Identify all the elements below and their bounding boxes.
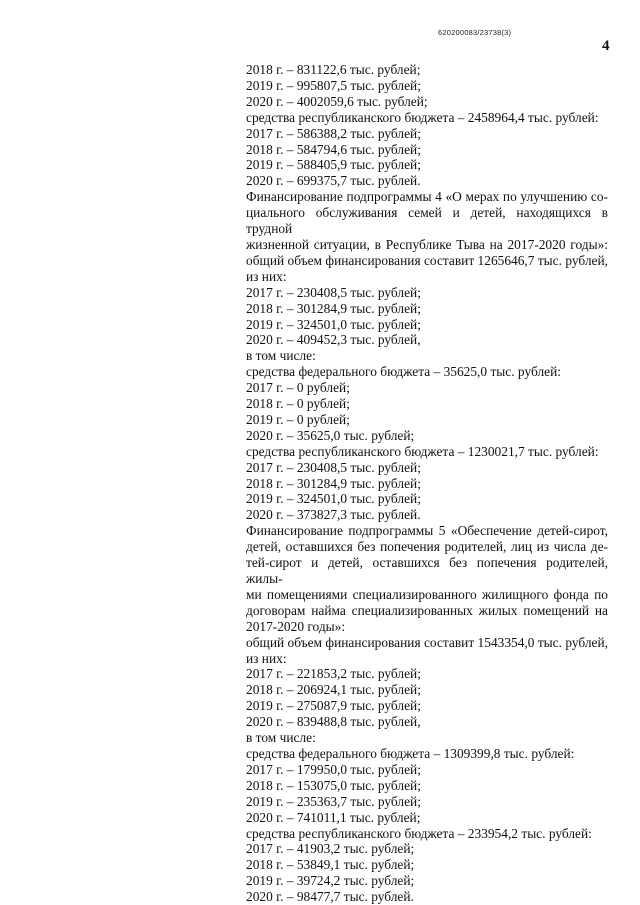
text-line: 2019 г. – 0 рублей; [246, 411, 350, 427]
text-line: из них: [246, 268, 287, 284]
text-line: 2020 г. – 373827,3 тыс. рублей. [246, 507, 421, 523]
text-line: 2017-2020 годы»: [246, 618, 346, 634]
text-line: 2020 г. – 35625,0 тыс. рублей; [246, 427, 415, 443]
text-line: 2018 г. – 584794,6 тыс. рублей; [246, 141, 421, 157]
text-line: средства республиканского бюджета – 1230021,7 тыс. рублей: [246, 443, 599, 459]
document-code: 620200083/23738(3) [438, 28, 512, 37]
text-line: договорам найма специализированных жилых помещений на [246, 602, 608, 618]
text-line: в том числе: [246, 730, 316, 746]
text-line: 2017 г. – 41903,2 тыс. рублей; [246, 841, 415, 857]
text-line: 2017 г. – 586388,2 тыс. рублей; [246, 125, 421, 141]
text-line: 2020 г. – 409452,3 тыс. рублей, [246, 332, 421, 348]
text-line: средства федерального бюджета – 1309399,8 тыс. рублей: [246, 745, 575, 761]
text-line: 2019 г. – 324501,0 тыс. рублей; [246, 491, 421, 507]
text-line: 2020 г. – 4002059,6 тыс. рублей; [246, 93, 428, 109]
text-line: 2018 г. – 301284,9 тыс. рублей; [246, 300, 421, 316]
text-line: 2017 г. – 179950,0 тыс. рублей; [246, 761, 421, 777]
text-line: 2019 г. – 324501,0 тыс. рублей; [246, 316, 421, 332]
document-body [246, 62, 608, 905]
text-line: из них: [246, 650, 287, 666]
text-line: 2017 г. – 0 рублей; [246, 380, 350, 396]
text-line: в том числе: [246, 348, 316, 364]
text-line: 2020 г. – 839488,8 тыс. рублей, [246, 714, 421, 730]
page-number: 4 [602, 38, 610, 54]
text-line: 2019 г. – 275087,9 тыс. рублей; [246, 698, 421, 714]
text-line: 2017 г. – 230408,5 тыс. рублей; [246, 284, 421, 300]
text-line: 2018 г. – 206924,1 тыс. рублей; [246, 682, 421, 698]
text-line: 2017 г. – 230408,5 тыс. рублей; [246, 459, 421, 475]
text-line: средства федерального бюджета – 35625,0 тыс. рублей: [246, 364, 561, 380]
text-line: 2020 г. – 699375,7 тыс. рублей. [246, 173, 421, 189]
text-line: общий объем финансирования составит 1543354,0 тыс. рублей, [246, 634, 608, 650]
text-line: средства республиканского бюджета – 2458964,4 тыс. рублей: [246, 109, 599, 125]
text-line: ми помещениями специализированного жилищного фонда по [246, 586, 608, 602]
text-line: 2018 г. – 53849,1 тыс. рублей; [246, 857, 415, 873]
text-line: 2020 г. – 741011,1 тыс. рублей; [246, 809, 421, 825]
text-line: 2019 г. – 588405,9 тыс. рублей; [246, 157, 421, 173]
text-line: 2017 г. – 221853,2 тыс. рублей; [246, 666, 421, 682]
text-line: 2018 г. – 301284,9 тыс. рублей; [246, 475, 421, 491]
text-line: общий объем финансирования составит 1265646,7 тыс. рублей, [246, 252, 608, 268]
text-line: 2018 г. – 831122,6 тыс. рублей; [246, 62, 421, 77]
text-line: Финансирование подпрограммы 5 «Обеспечение детей-сирот, [246, 523, 608, 539]
text-line: циального обслуживания семей и детей, находящихся в трудной [246, 205, 608, 237]
text-line: 2019 г. – 995807,5 тыс. рублей; [246, 77, 421, 93]
text-line: тей-сирот и детей, оставшихся без попечения родителей, жилы- [246, 555, 608, 586]
text-line: 2019 г. – 235363,7 тыс. рублей; [246, 793, 421, 809]
text-line: детей, оставшихся без попечения родителей, лиц из числа де- [246, 539, 608, 555]
text-line: 2018 г. – 0 рублей; [246, 396, 350, 412]
text-line: 2018 г. – 153075,0 тыс. рублей; [246, 777, 421, 793]
text-line: жизненной ситуации, в Республике Тыва на 2017-2020 годы»: [246, 236, 608, 252]
text-line: средства республиканского бюджета – 233954,2 тыс. рублей: [246, 825, 592, 841]
text-line: 2020 г. – 98477,7 тыс. рублей. [246, 889, 414, 905]
text-line: Финансирование подпрограммы 4 «О мерах по улучшению со- [246, 189, 608, 205]
text-line: 2019 г. – 39724,2 тыс. рублей; [246, 873, 415, 889]
